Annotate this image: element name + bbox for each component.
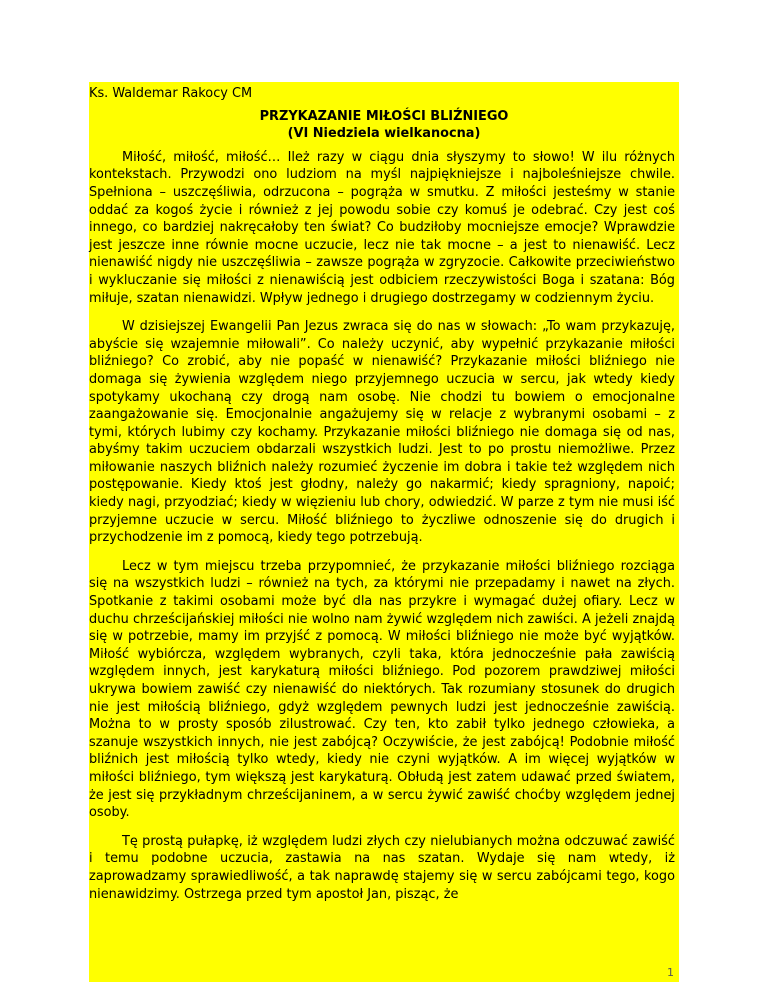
document-subtitle: (VI Niedziela wielkanocna) <box>287 126 481 142</box>
paragraph-2: W dzisiejszej Ewangelii Pan Jezus zwraca się do nas w słowach: „To wam przykazuję, abyście się wzajemnie miłowali”. Co należy uczynić, aby wypełnić przykazanie miłości bliźniego? Co zrobić, aby nie popaść w nienawiść? Przykazanie miłości bliźniego nie domaga się żywienia względem niego przyjemnego uczucia w sercu, jak wtedy kiedy spotykamy ukochaną czy drogą nam osobę. Nie chodzi tu bowiem o emocjonalne zaangażowanie się. Emocjonalnie angażujemy się w relacje z wybranymi osobami – z tymi, których lubimy czy kochamy. Przykazanie miłości bliźniego nie domaga się od nas, abyśmy takim uczuciem obdarzali wszystkich ludzi. Jest to po prostu niemożliwe. Przez miłowanie naszych bliźnich należy rozumieć życzenie im dobra i takie też względem nich postępowanie. Kiedy ktoś jest głodny, należy go nakarmić; kiedy spragniony, napoić; kiedy nagi, przyodziać; kiedy w więzieniu lub chory, odwiedzić. W parze z tym nie musi iść przyjemne uczucie w sercu. Miłość bliźniego to życzliwe odnoszenie się do drugich i przychodzenie im z pomocą, kiedy tego potrzebują. <box>89 319 675 546</box>
paragraph-4: Tę prostą pułapkę, iż względem ludzi złych czy nielubianych można odczuwać zawiść i temu podobne uczucia, zastawia na nas szatan. Wydaje się nam wtedy, iż zaprowadzamy sprawiedliwość, a tak naprawdę stajemy się w sercu zabójcami tego, kogo nienawidzimy. Ostrzega przed tym apostoł Jan, pisząc, że <box>89 833 675 902</box>
paragraph-3: Lecz w tym miejscu trzeba przypomnieć, że przykazanie miłości bliźniego rozciąga się na wszystkich ludzi – również na tych, za którymi nie przepadamy i nawet na złych. Spotkanie z takimi osobami może być dla nas przykre i wymagać dużej ofiary. Lecz w duchu chrześcijańskiej miłości nie wolno nam żywić względem nich zawiści. A jeżeli znajdą się w potrzebie, mamy im przyjść z pomocą. W miłości bliźniego nie może być wyjątków. Miłość wybiórcza, względem wybranych, czyli taka, która jednocześnie pała zawiścią względem innych, jest karykaturą miłości bliźniego. Pod pozorem prawdziwej miłości ukrywa bowiem zawiść czy nienawiść do niektórych. Tak rozumiany stosunek do drugich nie jest miłością bliźniego, gdyż względem pewnych ludzi jest jednocześnie zawiścią. Można to w prosty sposób zilustrować. Czy ten, kto zabił tylko jednego człowieka, a szanuje wszystkich innych, nie jest zabójcą? Oczywiście, że jest zabójcą! Podobnie miłość bliźnich jest miłością tylko wtedy, kiedy nie czyni wyjątków. A im więcej wyjątków w miłości bliźniego, tym większą jest karykaturą. Obłudą jest zatem udawać przed światem, że jest się przykładnym chrześcijaninem, a w sercu żywić zawiść choćby względem jednej osoby. <box>89 558 675 821</box>
document-title: PRZYKAZANIE MIŁOŚCI BLIŹNIEGO <box>259 108 509 124</box>
title-block <box>89 108 679 143</box>
paragraph-1: Miłość, miłość, miłość… Ileż razy w ciągu dnia słyszymy to słowo! W ilu różnych kontekstach. Przywodzi ono ludziom na myśl najpiękniejsze i najboleśniejsze chwile. Spełniona – uszczęśliwia, odrzucona – pogrąża w smutku. Z miłości jesteśmy w stanie oddać za kogoś życie i również z jej powodu sobie czy komuś je odebrać. Czy jest coś innego, co bardziej nakręcałoby ten świat? Co budziłoby mocniejsze emocje? Wprawdzie jest jeszcze inne równie mocne uczucie, lecz nie tak mocne – a jest to nienawiść. Lecz nienawiść nigdy nie uszczęśliwia – zawsze pogrąża w zgryzocie. Całkowite przeciwieństwo i wykluczanie się miłości z nienawiścią jest odbiciem rzeczywistości Boga i szatana: Bóg miłuje, szatan nienawidzi. Wpływ jednego i drugiego dostrzegamy w codziennym życiu. <box>89 149 675 306</box>
document-page <box>89 82 679 982</box>
author-line: Ks. Waldemar Rakocy CM <box>89 86 253 101</box>
page-number: 1 <box>667 966 674 979</box>
